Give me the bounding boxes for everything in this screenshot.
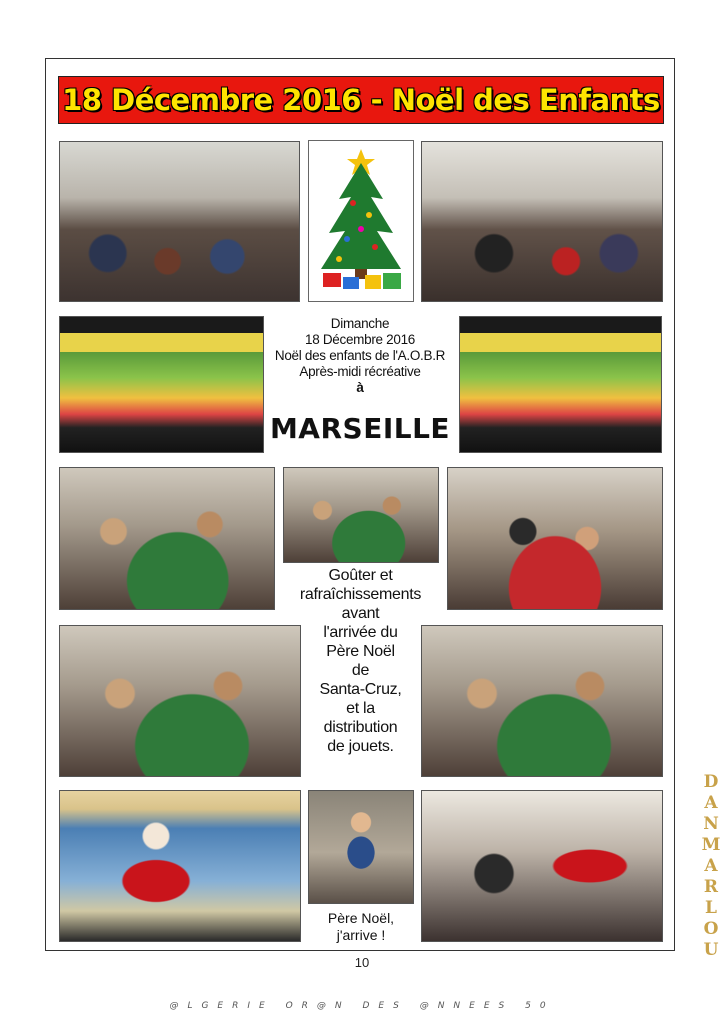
gouter-caption [283, 566, 438, 756]
photo-audience-right [421, 141, 663, 302]
caption-line: et la [346, 700, 375, 717]
caption-line: à [356, 380, 364, 395]
photo-stage-right [459, 316, 662, 453]
caption-line: Père Noël [326, 643, 395, 660]
watermark-letter: O [703, 919, 719, 939]
watermark-letter: A [704, 856, 718, 876]
caption-line: Santa-Cruz, [319, 681, 402, 698]
photo-santa-right [421, 790, 663, 942]
watermark-letter: A [704, 793, 718, 813]
event-caption [268, 316, 452, 396]
footer-text: @LGERIE OR@N DES @NNEES 50 [169, 1001, 555, 1011]
caption-line: Goûter et [328, 567, 393, 584]
caption-line: distribution [323, 719, 398, 736]
page-title: 18 Décembre 2016 - Noël des Enfants [62, 83, 660, 117]
christmas-tree-image [308, 140, 414, 302]
photo-audience-left [59, 141, 300, 302]
watermark-letter: R [703, 877, 719, 897]
photo-table-middle [283, 467, 439, 563]
caption-line: 18 Décembre 2016 [304, 332, 416, 347]
watermark-letter: L [705, 898, 717, 918]
title-banner [58, 76, 664, 124]
photo-stage-left [59, 316, 264, 453]
caption-line: l'arrivée du [323, 624, 398, 641]
christmas-tree-icon [309, 141, 413, 301]
city-title: MARSEILLE [269, 412, 451, 445]
watermark-letter: M [701, 835, 721, 855]
caption-line: Noël des enfants de l'A.O.B.R [274, 348, 446, 363]
caption-line: rafraîchissements [299, 586, 422, 603]
watermark-letter: D [703, 772, 719, 792]
photo-goûter-right [421, 625, 663, 777]
caption-line: Père Noël, [327, 910, 395, 926]
caption-line: de [351, 662, 370, 679]
photo-santa-left [59, 790, 301, 942]
caption-line: Après-midi récréative [299, 364, 421, 379]
watermark-letter: U [703, 940, 719, 960]
photo-table-left [59, 467, 275, 610]
photo-goûter-left [59, 625, 301, 777]
caption-line: avant [341, 605, 380, 622]
photo-table-right [447, 467, 663, 610]
watermark-letter: N [703, 814, 719, 834]
caption-line: Dimanche [330, 316, 390, 331]
page-number: 10 [354, 955, 370, 970]
photo-child [308, 790, 414, 904]
caption-line: de jouets. [327, 738, 394, 755]
pere-noel-caption [308, 910, 414, 944]
vertical-watermark [700, 772, 722, 982]
caption-line: j'arrive ! [336, 927, 386, 943]
